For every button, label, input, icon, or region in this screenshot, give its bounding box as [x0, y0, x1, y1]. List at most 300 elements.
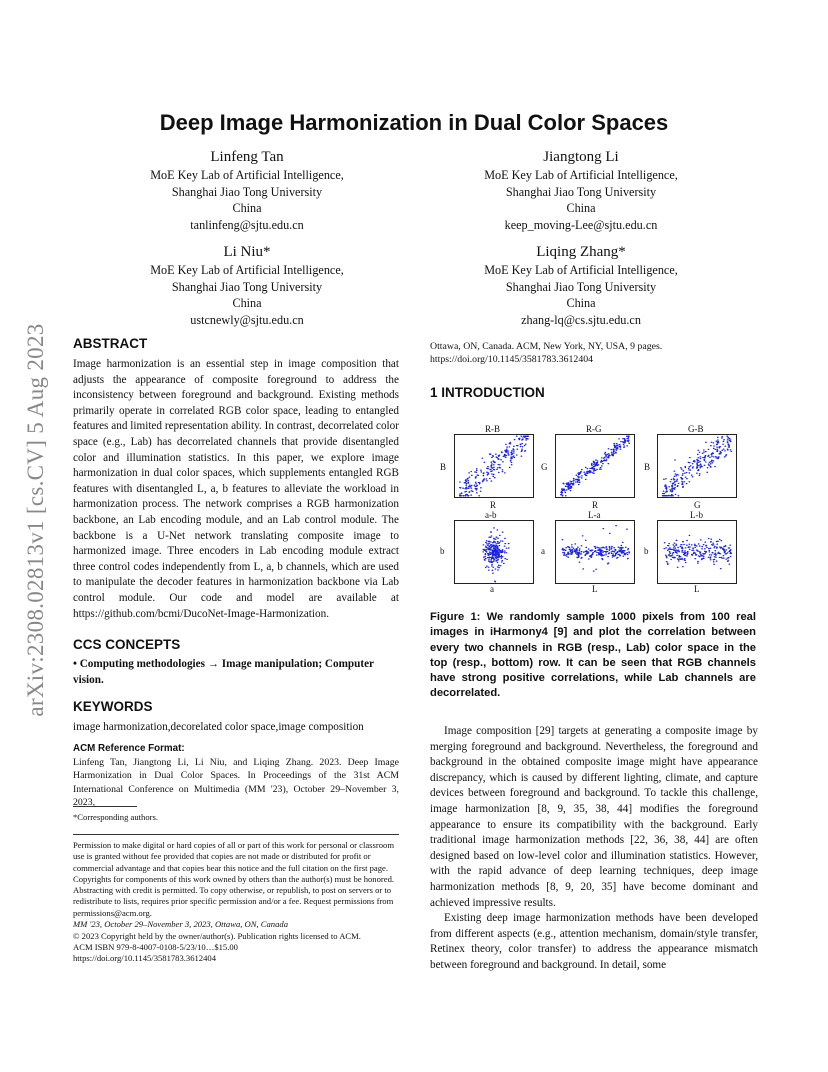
arxiv-stamp	[20, 285, 52, 755]
scatter-point	[669, 547, 671, 548]
scatter-point	[603, 551, 605, 552]
scatter-point	[490, 544, 492, 545]
scatter-point	[465, 491, 467, 492]
scatter-point	[616, 450, 618, 451]
scatter-point	[497, 556, 499, 557]
scatter-point	[492, 557, 494, 558]
scatter-point	[590, 555, 592, 556]
scatter-point	[560, 492, 562, 493]
scatter-point	[617, 445, 619, 446]
scatter-point	[620, 548, 622, 549]
scatter-point	[509, 446, 511, 447]
author-email[interactable]: keep_moving-Lee@sjtu.edu.cn	[504, 217, 658, 232]
scatter-point	[476, 470, 478, 471]
scatter-point	[476, 474, 478, 475]
scatter-point	[491, 564, 493, 565]
scatter-point	[728, 444, 730, 445]
scatter-point	[482, 549, 484, 550]
scatter-point	[468, 487, 470, 488]
scatter-point	[488, 567, 490, 568]
scatter-point	[694, 558, 696, 559]
scatter-point	[686, 483, 688, 484]
scatter-point	[491, 473, 493, 474]
scatter-point	[697, 454, 699, 455]
scatter-point	[504, 543, 506, 544]
scatter-point	[527, 436, 529, 437]
scatter-point	[686, 545, 688, 546]
scatter-point	[682, 473, 684, 474]
scatter-point	[719, 557, 721, 558]
scatter-point	[681, 559, 683, 560]
scatter-point	[699, 452, 701, 453]
scatter-point	[682, 486, 684, 487]
scatter-point	[493, 538, 495, 539]
scatter-plot-l-b	[657, 520, 737, 584]
scatter-point	[467, 495, 469, 496]
scatter-point	[602, 547, 604, 548]
scatter-point	[697, 562, 699, 563]
scatter-plot-r-g	[555, 434, 635, 498]
plot-title: L-a	[588, 510, 601, 520]
scatter-point	[714, 550, 716, 551]
scatter-point	[601, 465, 603, 466]
scatter-point	[490, 559, 492, 560]
scatter-point	[693, 549, 695, 550]
scatter-point	[730, 556, 732, 557]
scatter-point	[522, 439, 524, 440]
scatter-point	[469, 476, 471, 477]
scatter-point	[563, 483, 565, 484]
scatter-point	[663, 495, 665, 496]
scatter-point	[565, 486, 567, 487]
scatter-point	[682, 541, 684, 542]
scatter-point	[497, 541, 499, 542]
scatter-point	[671, 479, 673, 480]
scatter-point	[593, 570, 595, 571]
scatter-point	[579, 548, 581, 549]
scatter-point	[669, 549, 671, 550]
scatter-point	[627, 554, 629, 555]
scatter-point	[581, 551, 583, 552]
scatter-point	[725, 553, 727, 554]
scatter-point	[699, 551, 701, 552]
scatter-point	[578, 484, 580, 485]
scatter-point	[492, 476, 494, 477]
author-country: China	[566, 201, 596, 215]
scatter-point	[729, 564, 731, 565]
scatter-point	[506, 547, 508, 548]
scatter-point	[523, 436, 525, 437]
scatter-point	[709, 457, 711, 458]
scatter-point	[562, 548, 564, 549]
scatter-point	[717, 541, 719, 542]
scatter-point	[591, 465, 593, 466]
scatter-point	[573, 478, 575, 479]
scatter-point	[577, 480, 579, 481]
scatter-point	[620, 547, 622, 548]
scatter-point	[681, 468, 683, 469]
scatter-point	[666, 557, 668, 558]
scatter-point	[697, 550, 699, 551]
scatter-point	[490, 549, 492, 550]
scatter-point	[503, 456, 505, 457]
scatter-point	[605, 554, 607, 555]
scatter-point	[566, 489, 568, 490]
scatter-point	[520, 446, 522, 447]
scatter-point	[662, 493, 664, 494]
scatter-point	[728, 551, 730, 552]
scatter-point	[685, 476, 687, 477]
scatter-point	[720, 453, 722, 454]
scatter-point	[677, 549, 679, 550]
scatter-point	[489, 478, 491, 479]
scatter-point	[618, 550, 620, 551]
footnote: *Corresponding authors.	[73, 812, 158, 822]
scatter-point	[586, 471, 588, 472]
scatter-point	[704, 465, 706, 466]
scatter-point	[613, 443, 615, 444]
scatter-point	[511, 453, 513, 454]
scatter-point	[699, 456, 701, 457]
scatter-point	[514, 457, 516, 458]
scatter-point	[699, 473, 701, 474]
scatter-point	[711, 460, 713, 461]
scatter-point	[677, 558, 679, 559]
scatter-point	[502, 551, 504, 552]
scatter-point	[694, 544, 696, 545]
scatter-point	[493, 464, 495, 465]
scatter-point	[513, 446, 515, 447]
scatter-point	[486, 480, 488, 481]
scatter-point	[623, 447, 625, 448]
scatter-point	[702, 453, 704, 454]
scatter-point	[479, 483, 481, 484]
scatter-point	[728, 445, 730, 446]
author-email[interactable]: ustcnewly@sjtu.edu.cn	[190, 312, 304, 327]
scatter-point	[482, 458, 484, 459]
scatter-point	[488, 559, 490, 560]
scatter-point	[711, 552, 713, 553]
author-block-4	[431, 242, 731, 328]
scatter-point	[496, 536, 498, 537]
scatter-point	[465, 480, 467, 481]
scatter-point	[593, 468, 595, 469]
scatter-point	[665, 491, 667, 492]
scatter-point	[667, 550, 669, 551]
scatter-point	[666, 556, 668, 557]
scatter-point	[575, 479, 577, 480]
author-email[interactable]: zhang-lq@cs.sjtu.edu.cn	[521, 312, 641, 327]
scatter-point	[669, 555, 671, 556]
scatter-point	[505, 451, 507, 452]
scatter-point	[499, 556, 501, 557]
scatter-point	[571, 483, 573, 484]
plot-xlabel: a	[490, 584, 494, 594]
scatter-point	[624, 554, 626, 555]
scatter-point	[521, 449, 523, 450]
scatter-point	[593, 464, 595, 465]
scatter-point	[723, 441, 725, 442]
scatter-point	[708, 550, 710, 551]
scatter-point	[708, 548, 710, 549]
scatter-point	[668, 486, 670, 487]
scatter-point	[682, 482, 684, 483]
scatter-point	[684, 550, 686, 551]
scatter-point	[589, 468, 591, 469]
scatter-point	[508, 543, 510, 544]
scatter-point	[475, 482, 477, 483]
scatter-canvas	[455, 435, 533, 497]
scatter-point	[501, 555, 503, 556]
scatter-point	[704, 553, 706, 554]
scatter-point	[493, 469, 495, 470]
scatter-point	[563, 488, 565, 489]
scatter-point	[716, 444, 718, 445]
scatter-point	[592, 552, 594, 553]
scatter-point	[601, 550, 603, 551]
scatter-point	[505, 455, 507, 456]
scatter-point	[688, 466, 690, 467]
scatter-point	[697, 460, 699, 461]
scatter-point	[700, 539, 702, 540]
scatter-point	[509, 443, 511, 444]
doi-line[interactable]: https://doi.org/10.1145/3581783.3612404	[73, 953, 216, 963]
scatter-point	[596, 462, 598, 463]
scatter-point	[620, 441, 622, 442]
acm-ref-text: Linfeng Tan, Jiangtong Li, Li Niu, and Liqing Zhang. 2023. Deep Image Harmonization in Dual Color Spaces. In Proceedings of the 31st ACM International Conference on Multimedia (MM '23), October 29–November 3, 2023,	[73, 757, 399, 808]
scatter-point	[604, 460, 606, 461]
scatter-point	[680, 559, 682, 560]
scatter-point	[468, 492, 470, 493]
scatter-point	[480, 491, 482, 492]
ccs-text: • Computing methodologies → Image manipulation; Computer vision.	[73, 658, 374, 686]
scatter-point	[565, 495, 567, 496]
author-affiliation: MoE Key Lab of Artificial Intelligence,	[150, 168, 344, 182]
scatter-point	[619, 449, 621, 450]
scatter-point	[600, 553, 602, 554]
scatter-point	[492, 467, 494, 468]
scatter-point	[721, 450, 723, 451]
scatter-point	[694, 545, 696, 546]
scatter-point	[682, 475, 684, 476]
scatter-point	[585, 547, 587, 548]
scatter-point	[578, 480, 580, 481]
scatter-point	[613, 551, 615, 552]
scatter-point	[606, 458, 608, 459]
scatter-point	[670, 559, 672, 560]
scatter-point	[474, 485, 476, 486]
plot-xlabel: L	[592, 584, 598, 594]
scatter-point	[713, 564, 715, 565]
scatter-point	[465, 495, 467, 496]
scatter-point	[703, 558, 705, 559]
scatter-point	[570, 550, 572, 551]
scatter-point	[569, 549, 571, 550]
scatter-point	[576, 554, 578, 555]
scatter-point	[590, 471, 592, 472]
scatter-point	[585, 467, 587, 468]
scatter-point	[485, 478, 487, 479]
scatter-point	[569, 551, 571, 552]
scatter-point	[696, 459, 698, 460]
scatter-point	[593, 461, 595, 462]
scatter-point	[727, 438, 729, 439]
scatter-point	[698, 462, 700, 463]
scatter-point	[699, 461, 701, 462]
scatter-point	[597, 549, 599, 550]
scatter-point	[497, 467, 499, 468]
scatter-point	[674, 482, 676, 483]
scatter-point	[723, 448, 725, 449]
scatter-point	[619, 555, 621, 556]
scatter-point	[485, 558, 487, 559]
scatter-point	[498, 567, 500, 568]
scatter-point	[608, 448, 610, 449]
scatter-point	[496, 546, 498, 547]
scatter-point	[710, 559, 712, 560]
scatter-point	[461, 493, 463, 494]
scatter-point	[488, 569, 490, 570]
scatter-point	[513, 449, 515, 450]
scatter-point	[608, 453, 610, 454]
scatter-point	[613, 451, 615, 452]
scatter-point	[516, 448, 518, 449]
author-affiliation: Shanghai Jiao Tong University	[171, 279, 323, 294]
scatter-point	[478, 495, 480, 496]
scatter-point	[693, 553, 695, 554]
intro-paragraph-1: Image composition [29] targets at generating a composite image by merging foreground and background. Nevertheless, the foreground and background in the obtained composite image might have appearance discrepancy, which is caused by different lighting, climate, and capture devices between foreground and background. To tackle this challenge, image harmonization [8, 9, 35, 38, 44] modifies the foreground appearance to ensure its compatibility with the background. Early traditional image harmonization methods [22, 36, 38, 44] are often designed based on low-level color and illumination statistics. However, with the rapid advance of deep learning techniques, deep image harmonization methods [8, 9, 20, 35] have become dominant and achieved impressive results.	[430, 725, 758, 909]
scatter-point	[497, 566, 499, 567]
scatter-point	[697, 561, 699, 562]
scatter-point	[600, 547, 602, 548]
scatter-point	[710, 539, 712, 540]
scatter-point	[519, 438, 521, 439]
scatter-point	[719, 553, 721, 554]
author-affiliation: Shanghai Jiao Tong University	[505, 184, 657, 199]
scatter-point	[669, 489, 671, 490]
scatter-point	[717, 552, 719, 553]
author-affiliation: MoE Key Lab of Artificial Intelligence,	[150, 263, 344, 277]
scatter-point	[573, 482, 575, 483]
scatter-point	[504, 454, 506, 455]
scatter-point	[480, 471, 482, 472]
scatter-point	[681, 548, 683, 549]
scatter-point	[560, 494, 562, 495]
scatter-point	[716, 451, 718, 452]
scatter-point	[469, 485, 471, 486]
scatter-point	[702, 457, 704, 458]
scatter-point	[682, 566, 684, 567]
scatter-point	[605, 552, 607, 553]
scatter-point	[690, 465, 692, 466]
scatter-point	[668, 545, 670, 546]
scatter-point	[675, 475, 677, 476]
author-block-2	[431, 147, 731, 233]
scatter-point	[717, 441, 719, 442]
scatter-point	[501, 556, 503, 557]
scatter-point	[701, 548, 703, 549]
scatter-point	[723, 546, 725, 547]
scatter-point	[496, 554, 498, 555]
scatter-point	[585, 475, 587, 476]
scatter-point	[598, 547, 600, 548]
scatter-point	[704, 456, 706, 457]
scatter-point	[694, 547, 696, 548]
scatter-point	[728, 446, 730, 447]
scatter-point	[571, 552, 573, 553]
scatter-point	[705, 551, 707, 552]
scatter-point	[498, 455, 500, 456]
scatter-point	[714, 449, 716, 450]
scatter-point	[591, 554, 593, 555]
scatter-point	[699, 458, 701, 459]
scatter-point	[610, 449, 612, 450]
scatter-point	[511, 462, 513, 463]
scatter-point	[703, 449, 705, 450]
scatter-point	[475, 483, 477, 484]
scatter-point	[459, 495, 461, 496]
scatter-point	[668, 554, 670, 555]
scatter-point	[688, 472, 690, 473]
scatter-point	[580, 472, 582, 473]
scatter-point	[706, 547, 708, 548]
scatter-canvas	[455, 521, 533, 583]
scatter-point	[485, 567, 487, 568]
scatter-point	[485, 542, 487, 543]
abstract-text: Image harmonization is an essential step in image composition that adjusts the appearance of composite foreground to address the inconsistency between foreground and background. Existing methods primarily operate in correlated RGB color space, leading to entangled features and limited representation ability. In contrast, decorrelated color space (e.g., Lab) has decorrelated channels that provide disentangled color and illumination statistics. In this paper, we explore image harmonization in dual color spaces, which supplements entangled RGB features with disentangled L, a, b features to alleviate the workload in harmonization process. The network comprises a RGB harmonization backbone, an Lab encoding module, and an Lab control module. The backbone is a U-Net network translating composite image to harmonized image. Three encoders in Lab encoding module extract three control codes independently from L, a, b channels, which are used to manipulate the decoder features in harmonization backbone via Lab control module. Our code and model are available at https://github.com/bcmi/DucoNet-Image-Harmonization.	[73, 358, 399, 620]
scatter-point	[513, 450, 515, 451]
scatter-point	[704, 541, 706, 542]
scatter-point	[490, 541, 492, 542]
scatter-point	[525, 439, 527, 440]
scatter-point	[615, 550, 617, 551]
scatter-point	[686, 478, 688, 479]
scatter-point	[626, 445, 628, 446]
scatter-point	[494, 551, 496, 552]
scatter-point	[673, 549, 675, 550]
scatter-point	[504, 538, 506, 539]
scatter-point	[588, 548, 590, 549]
scatter-point	[689, 457, 691, 458]
scatter-point	[580, 558, 582, 559]
scatter-point	[562, 539, 564, 540]
scatter-point	[466, 486, 468, 487]
scatter-point	[703, 544, 705, 545]
scatter-point	[605, 456, 607, 457]
scatter-point	[467, 480, 469, 481]
scatter-point	[627, 548, 629, 549]
scatter-point	[684, 472, 686, 473]
scatter-point	[514, 439, 516, 440]
scatter-point	[520, 436, 522, 437]
scatter-point	[585, 479, 587, 480]
scatter-point	[703, 556, 705, 557]
scatter-point	[618, 438, 620, 439]
keywords-heading: KEYWORDS	[73, 699, 153, 714]
scatter-point	[594, 546, 596, 547]
scatter-point	[489, 453, 491, 454]
author-country: China	[232, 296, 262, 310]
scatter-point	[470, 494, 472, 495]
scatter-point	[602, 463, 604, 464]
scatter-point	[502, 531, 504, 532]
author-email[interactable]: tanlinfeng@sjtu.edu.cn	[190, 217, 304, 232]
scatter-point	[500, 540, 502, 541]
scatter-point	[483, 480, 485, 481]
scatter-point	[499, 549, 501, 550]
scatter-point	[500, 565, 502, 566]
scatter-point	[520, 444, 522, 445]
